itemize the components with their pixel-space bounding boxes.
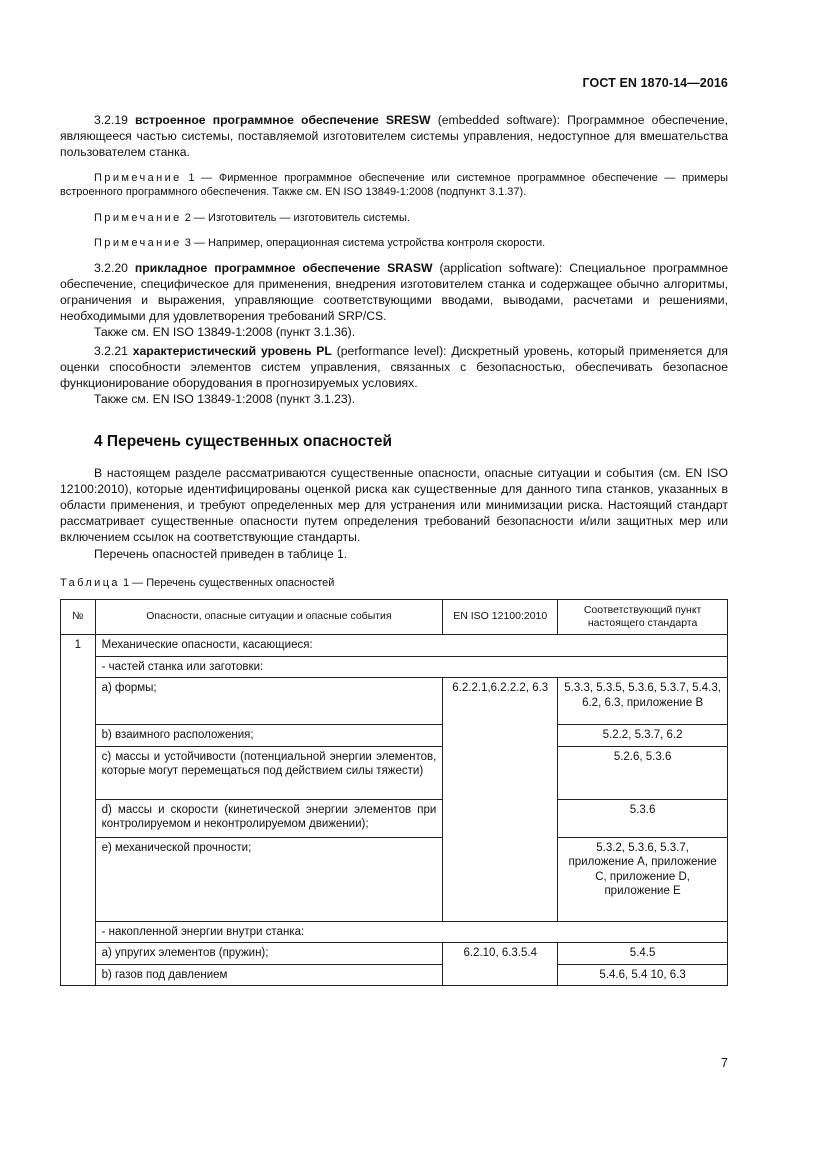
note-3: Примечание 3 — Например, операционная система устройства контроля скорости. <box>94 237 546 250</box>
section-4-paragraph-2: Перечень опасностей приведен в таблице 1. <box>94 546 348 561</box>
header-hazard: Опасности, опасные ситуации и опасные события <box>95 600 443 635</box>
row-number: 1 <box>61 635 96 986</box>
iso-cell: 6.2.2.1,6.2.2.2, 6.3 <box>443 678 558 922</box>
subgroup-2: - накопленной энергии внутри станка: <box>95 921 727 943</box>
clause-cell: 5.4.5 <box>558 943 728 965</box>
hazard-cell: b) взаимного расположения; <box>95 725 443 747</box>
clause-cell: 5.2.6, 5.3.6 <box>558 746 728 799</box>
iso-cell: 6.2.10, 6.3.5.4 <box>443 943 558 986</box>
header-clause: Соответствующий пункт настоящего стандарта <box>558 600 728 635</box>
term-sresw: встроенное программное обеспечение SRESW <box>135 113 431 127</box>
clause-3-2-21-see: Также см. EN ISO 13849-1:2008 (пункт 3.1.23). <box>94 392 356 407</box>
table-header-row <box>61 600 728 635</box>
table-row <box>61 678 728 725</box>
table-row <box>61 746 728 799</box>
clause-cell: 5.4.6, 5.4 10, 6.3 <box>558 964 728 986</box>
hazard-cell: c) массы и устойчивости (потенциальной энергии элементов, которые могут перемещаться под действием силы тяжести) <box>95 746 443 799</box>
table-row <box>61 921 728 943</box>
clause-cell: 5.3.2, 5.3.6, 5.3.7, приложение А, приложение С, приложение D, приложение Е <box>558 837 728 921</box>
hazard-cell: a) упругих элементов (пружин); <box>95 943 443 965</box>
document-header: ГОСТ EN 1870-14—2016 <box>582 76 728 90</box>
page-content <box>60 112 728 986</box>
hazard-cell: e) механической прочности; <box>95 837 443 921</box>
hazards-table <box>60 599 728 986</box>
table-row <box>61 799 728 837</box>
section-4-paragraph: В настоящем разделе рассматриваются существенные опасности, опасные ситуации и события (см. EN ISO 12100:2010), которые идентифицированы оценкой риска как существенные для данного типа станков, указанных в области применения, и требуют определенных мер для устранения или минимизации риска. Настоящий стандарт рассматривает существенные опасности путем определения требований безопасности и/или защитных мер или включением ссылок на соответствующие стандарты. <box>60 465 728 545</box>
hazard-cell: a) формы; <box>95 678 443 725</box>
term-pl: характеристический уровень PL <box>132 343 332 358</box>
hazard-cell: b) газов под давлением <box>95 964 443 986</box>
clause-3-2-19: 3.2.19 встроенное программное обеспечение SRESW (embedded software): Программное обеспечение, являющееся частью системы, поставляемой изготовителем системы управления, недоступное для вмешательства пользователем станка. <box>60 113 728 160</box>
subgroup-1: - частей станка или заготовки: <box>95 656 727 678</box>
clause-cell: 5.3.3, 5.3.5, 5.3.6, 5.3.7, 5.4.3, 6.2, 6.3, приложение В <box>558 678 728 725</box>
note-2: Примечание 2 — Изготовитель — изготовитель системы. <box>94 211 410 224</box>
header-iso: EN ISO 12100:2010 <box>443 600 558 635</box>
clause-cell: 5.2.2, 5.3.7, 6.2 <box>558 725 728 747</box>
table-row <box>61 964 728 986</box>
note-1: Примечание 1 — Фирменное программное обеспечение или системное программное обеспечение — примеры встроенного программного обеспечения. Также см. EN ISO 13849-1:2008 (подпункт 3.1.37). <box>60 171 728 199</box>
clause-3-2-20-see: Также см. EN ISO 13849-1:2008 (пункт 3.1.36). <box>94 325 356 340</box>
clause-cell: 5.3.6 <box>558 799 728 837</box>
term-srasw: прикладное программное обеспечение SRASW <box>134 260 433 275</box>
table-row <box>61 837 728 921</box>
table-caption: Таблица 1 — Перечень существенных опасностей <box>60 576 335 589</box>
group-title: Механические опасности, касающиеся: <box>95 635 727 657</box>
section-4-title: 4 Перечень существенных опасностей <box>94 433 393 451</box>
header-num: № <box>61 600 96 635</box>
hazard-cell: d) массы и скорости (кинетической энергии элементов при контролируемом и неконтролируемом движении); <box>95 799 443 837</box>
clause-3-2-20: 3.2.20 прикладное программное обеспечение SRASW (application software): Специальное программное обеспечение, специфическое для применения, внедрения изготовителем станка и содержащее обычно алгоритмы, ограничения и выражения, управляющие соответствующими вводами, выводами, расчетами и решениями, необходимыми для удовлетворения требований SRP/CS. <box>60 260 728 324</box>
table-row <box>61 725 728 747</box>
table-row <box>61 656 728 678</box>
page-number: 7 <box>721 1056 728 1070</box>
table-row <box>61 943 728 965</box>
clause-3-2-21: 3.2.21 характеристический уровень PL (performance level): Дискретный уровень, который применяется для оценки способности элементов систем управления, связанных с безопасностью, обеспечивать безопасное функционирование оборудования в прогнозируемых условиях. <box>60 343 728 391</box>
table-row <box>61 635 728 657</box>
